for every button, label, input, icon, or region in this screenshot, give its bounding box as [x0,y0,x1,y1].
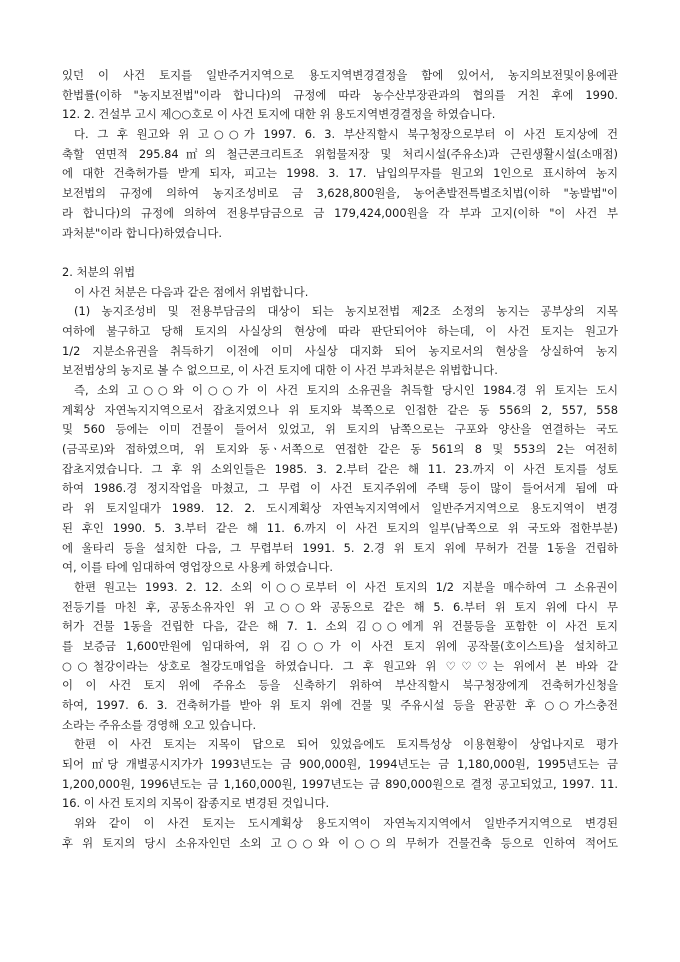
text-line: 있던 이 사건 토지를 일반주거지역으로 용도지역변경결정을 함에 있어서, 농지의보전및이용에관 [62,68,618,82]
text-line: 16. 이 사건 토지의 지목이 잡종지로 변경된 것입니다. [62,796,330,811]
text-line: 이 사건 처분은 다음과 같은 점에서 위법합니다. [74,284,309,299]
text-line: 12. 2. 건설부 고시 제○○호로 이 사건 토지에 대한 위 용도지역변경결정을 하였습니다. [62,107,496,122]
section-heading: 2. 처분의 위법 [62,264,136,279]
text-line: 다. 그 후 원고와 위 고○○가 1997. 6. 3. 부산직할시 북구청장으로부터 이 사건 토지상에 건 [74,127,618,142]
text-line: 에 울타리 등을 설치한 다음, 그 무렵부터 1991. 5. 2.경 위 토지 위에 무허가 건물 1동을 건립하 [62,540,618,555]
text-line: 에 대한 건축허가를 받게 되자, 피고는 1998. 3. 17. 납입의무자를 원고외 1인으로 표시하여 농지 [62,166,618,181]
paragraph-zoning-change [62,66,618,125]
text-line: 축할 연면적 295.84㎡의 철근콘크리트조 위험물저장 및 처리시설(주유소)과 근린생활시설(소매점) [62,146,618,161]
text-line: 한법률(이하 "농지보전법"이라 합니다)의 규정에 따라 농수산부장관과의 협의를 거친 후에 1990. [62,87,618,102]
text-line: 한편 원고는 1993. 2. 12. 소외 이○○로부터 이 사건 토지의 1/2 지분을 매수하여 그 소유권이 [74,579,618,594]
paragraph-land-price [62,735,618,814]
text-line: 즉, 소외 고○○와 이○○가 이 사건 토지의 소유권을 취득할 당시인 1984.경 위 토지는 도시 [74,383,618,397]
text-line: 라 합니다)의 규정에 의하여 전용부담금으로 금 179,424,000원을 각 부과 고지(이하 "이 사건 부 [62,205,618,220]
paragraph-conclusion [62,814,618,853]
text-line: 보전법의 규정에 의하여 농지조성비로 금 3,628,800원을, 농어촌발전특별조치법(이하 "농발법"이 [62,186,618,201]
text-line: 소라는 주유소를 경영해 오고 있습니다. [62,717,257,732]
text-line: 여, 이를 타에 임대하여 영업장으로 사용케 하였습니다. [62,560,334,575]
text-line: 하여, 1997. 6. 3. 건축허가를 받아 위 토지 위에 건물 및 주유시설 등을 완공한 후 ○○가스충전 [62,698,618,712]
text-line: 를 보증금 1,600만원에 임대하여, 위 김○○가 이 사건 토지 위에 공작물(호이스트)을 설치하고 [62,638,618,653]
paragraph-plaintiff-acquisition [62,578,618,736]
text-line: 과처분"이라 합니다)하였습니다. [62,225,222,240]
text-line: 된 후인 1990. 5. 3.부터 같은 해 11. 6.까지 이 사건 토지의 일부(남쪽으로 위 국도와 접한부분) [62,520,618,535]
text-line: 보전법상의 농지로 볼 수 없으므로, 이 사건 토지에 대한 이 사건 부과처분은 위법합니다. [62,363,498,378]
text-line: 되어 ㎡당 개별공시지가가 1993년도는 금 900,000원, 1994년도는 금 1,180,000원, 1995년도는 금 [62,757,618,772]
text-line: 1,200,000원, 1996년도는 금 1,160,000원, 1997년도는 금 890,000원으로 결정 공고되었고, 1997. 11. [62,776,618,791]
text-line: 허가 건물 1동을 건립한 다음, 같은 해 7. 1. 소외 김○○에게 위 건물등을 포함한 이 사건 토지 [62,619,618,634]
text-line: 계획상 자연녹지지역으로서 잡초지였으나 위 토지와 북쪽으로 인접한 같은 동 556의 2, 557, 558 [62,402,618,417]
paragraph-land-history [62,381,618,578]
text-line: 후 위 토지의 당시 소유자인던 소외 고○○와 이○○의 무허가 건물건축 등으로 인하여 적어도 [62,835,618,850]
paragraph-intro [62,283,618,303]
text-line: 위와 같이 이 사건 토지는 도시계획상 용도지역이 자연녹지지역에서 일반주거지역으로 변경된 [74,816,618,831]
text-line: 여하에 불구하고 당해 토지의 사실상의 현상에 따라 판단되어야 하는데, 이 사건 토지는 원고가 [62,323,618,338]
text-line: 이 이 사건 토지 위에 주유소 등을 신축하기 위하여 부산직할시 북구청장에게 건축허가신청을 [62,678,618,693]
text-line: 1/2 지분소유권을 취득하기 이전에 이미 사실상 대지화 되어 농지로서의 현상을 상실하여 농지 [62,343,618,358]
text-line: 잡초지였습니다. 그 후 위 소외인들은 1985. 3. 2.부터 같은 해 11. 23.까지 이 사건 토지를 성토 [62,461,618,476]
text-line: 라 위 토지일대가 1989. 12. 2. 도시계획상 자연녹지지역에서 일반주거지역으로 용도지역이 변경 [62,501,618,516]
text-line: 전등기를 마친 후, 공동소유자인 위 고○○와 공동으로 같은 해 5. 6.부터 위 토지 위에 다시 무 [62,599,618,614]
text-line: ○○철강이라는 상호로 철강도매업을 하였습니다. 그 후 원고와 위 ♡♡♡는 위에서 본 바와 같 [62,658,618,673]
paragraph-building-permit [62,125,618,243]
text-line: 및 560 등에는 이미 건물이 들어서 있었고, 위 토지의 남쪽으로는 구포와 양산을 연결하는 국도 [62,422,618,437]
text-line: 한편 이 사건 토지는 지목이 답으로 되어 있었음에도 토지특성상 이용현황이 상업나지로 평가 [74,737,618,752]
paragraph-gap [62,243,618,263]
paragraph-point-1 [62,302,618,381]
text-line: (금곡로)와 접하였으며, 위 토지와 동ㆍ서쪽으로 연접한 같은 동 561의 8 및 553의 2는 여전히 [62,442,618,457]
text-line: 하여 1986.경 정지작업을 마쳤고, 그 무렵 이 사건 토지주위에 주택 등이 많이 들어서게 됨에 따 [62,481,618,496]
text-line: (1) 농지조성비 및 전용부담금의 대상이 되는 농지보전법 제2조 소정의 농지는 공부상의 지목 [74,304,618,319]
